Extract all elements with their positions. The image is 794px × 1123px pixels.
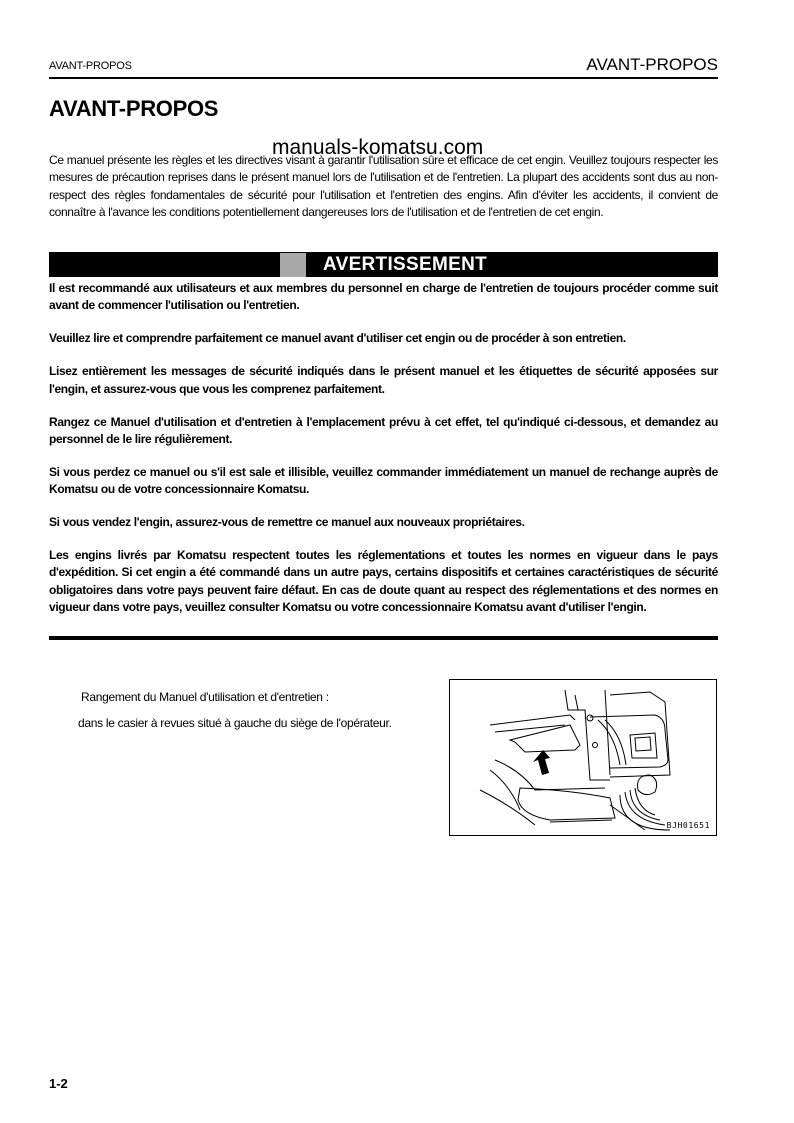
storage-figure [449,679,717,836]
header-divider [49,77,718,79]
warning-paragraph: Si vous vendez l'engin, assurez-vous de remettre ce manuel aux nouveaux propriétaires. [49,515,525,530]
running-header-right: AVANT-PROPOS [586,55,718,74]
intro-paragraph: Ce manuel présente les règles et les directives visant à garantir l'utilisation sûre et efficace de cet engin. Veuillez toujours respecter les mesures de précaution reprises dans le présent manuel lors de l'utilisation et de l'entretien. La plupart des accidents sont dus au non-respect des règles fondamentales de sécurité pour l'utilisation et l'entretien des engins. Afin d'éviter les accidents, il convient de connaître à l'avance les conditions potentiellement dangereuses lors de l'utilisation et de l'entretien de cet engin. [49,153,718,220]
warning-square-icon [280,253,306,277]
warning-paragraph: Rangez ce Manuel d'utilisation et d'entretien à l'emplacement prévu à cet effet, tel qu'indiqué ci-dessous, et demandez au personnel de le lire régulièrement. [49,414,718,446]
figure-code: BJH01651 [666,821,710,830]
page-title: AVANT-PROPOS [49,96,219,121]
warning-banner [49,252,718,277]
page-number: 1-2 [49,1076,68,1091]
manual-storage-illustration-icon [450,680,715,834]
warning-paragraph: Il est recommandé aux utilisateurs et aux membres du personnel en charge de l'entretien de toujours procéder comme suit avant de commencer l'utilisation ou l'entretien. [49,281,718,313]
running-header-left: AVANT-PROPOS [49,60,132,72]
storage-location: dans le casier à revues situé à gauche du siège de l'opérateur. [78,716,392,730]
warning-body [49,280,718,632]
watermark-text: manuals-komatsu.com [272,136,484,159]
warning-paragraph: Les engins livrés par Komatsu respectent toutes les réglementations et toutes les normes en vigueur dans le pays d'expédition. Si cet engin a été commandé dans un autre pays, certains dispositifs et certaines caractéristiques de sécurité obligatoires dans votre pays peuvent faire défaut. En cas de doute quant au respect des réglementations et des normes en vigueur dans votre pays, veuillez consulter Komatsu ou votre concessionnaire Komatsu avant d'utiliser l'engin. [49,548,718,614]
warning-end-divider [49,636,718,640]
warning-title: AVERTISSEMENT [322,253,487,275]
warning-paragraph: Si vous perdez ce manuel ou s'il est sale et illisible, veuillez commander immédiatement un manuel de rechange auprès de Komatsu ou de votre concessionnaire Komatsu. [49,464,718,497]
storage-label: Rangement du Manuel d'utilisation et d'entretien : [81,690,329,704]
warning-paragraph: Lisez entièrement les messages de sécurité indiqués dans le présent manuel et les étiquettes de sécurité apposées sur l'engin, et assurez-vous que vous les comprenez parfaitement. [49,364,718,396]
warning-paragraph: Veuillez lire et comprendre parfaitement ce manuel avant d'utiliser cet engin ou de procéder à son entretien. [49,331,626,346]
